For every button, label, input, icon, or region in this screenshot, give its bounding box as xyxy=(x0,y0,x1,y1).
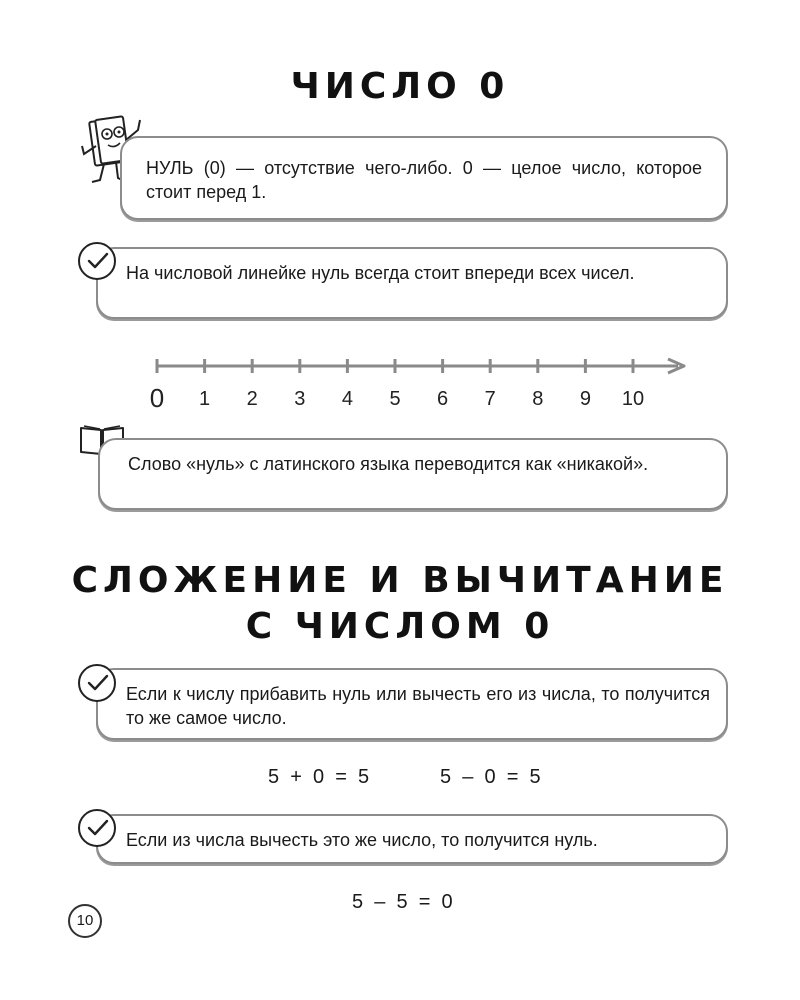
number-line-label: 3 xyxy=(294,388,306,410)
check-icon xyxy=(78,664,116,702)
definition-box xyxy=(120,136,728,220)
rule-add-sub-box xyxy=(96,668,728,740)
latin-note-text: Слово «нуль» с латинского языка переводится как «никакой». xyxy=(128,454,649,474)
heading-zero: ЧИСЛО 0 xyxy=(290,66,510,107)
definition-text: НУЛЬ (0) — отсутствие чего-либо. 0 — целое число, которое стоит перед 1. xyxy=(146,158,702,202)
rule-self-sub-text: Если из числа вычесть это же число, то получится нуль. xyxy=(126,830,598,850)
heading-operations-line1: СЛОЖЕНИЕ И ВЫЧИТАНИЕ xyxy=(71,560,729,601)
number-line-label: 2 xyxy=(246,388,258,410)
number-line-label: 4 xyxy=(341,388,353,410)
rule-self-sub-box xyxy=(96,814,728,864)
equation-self: 5 – 5 = 0 xyxy=(352,891,453,913)
number-line-label: 0 xyxy=(149,383,165,413)
number-line-label: 10 xyxy=(621,388,645,410)
number-line-label: 6 xyxy=(437,388,449,410)
number-line-note-box xyxy=(96,247,728,319)
number-line-label: 8 xyxy=(532,388,544,410)
rule-add-sub-text: Если к числу прибавить нуль или вычесть его из числа, то получится то же самое число. xyxy=(126,684,710,728)
check-icon xyxy=(78,809,116,847)
equation-add: 5 + 0 = 5 xyxy=(268,766,370,788)
heading-operations-line2: С ЧИСЛОМ 0 xyxy=(245,606,555,647)
number-line-label: 7 xyxy=(484,388,496,410)
check-icon xyxy=(78,242,116,280)
number-line-label: 9 xyxy=(579,388,591,410)
equation-sub: 5 – 0 = 5 xyxy=(440,766,541,788)
number-line-label: 5 xyxy=(389,388,401,410)
number-line-label: 1 xyxy=(199,388,211,410)
number-line xyxy=(140,350,700,420)
number-line-note-text: На числовой линейке нуль всегда стоит впереди всех чисел. xyxy=(126,263,635,283)
page-number: 10 xyxy=(68,904,102,938)
latin-note-box xyxy=(98,438,728,510)
